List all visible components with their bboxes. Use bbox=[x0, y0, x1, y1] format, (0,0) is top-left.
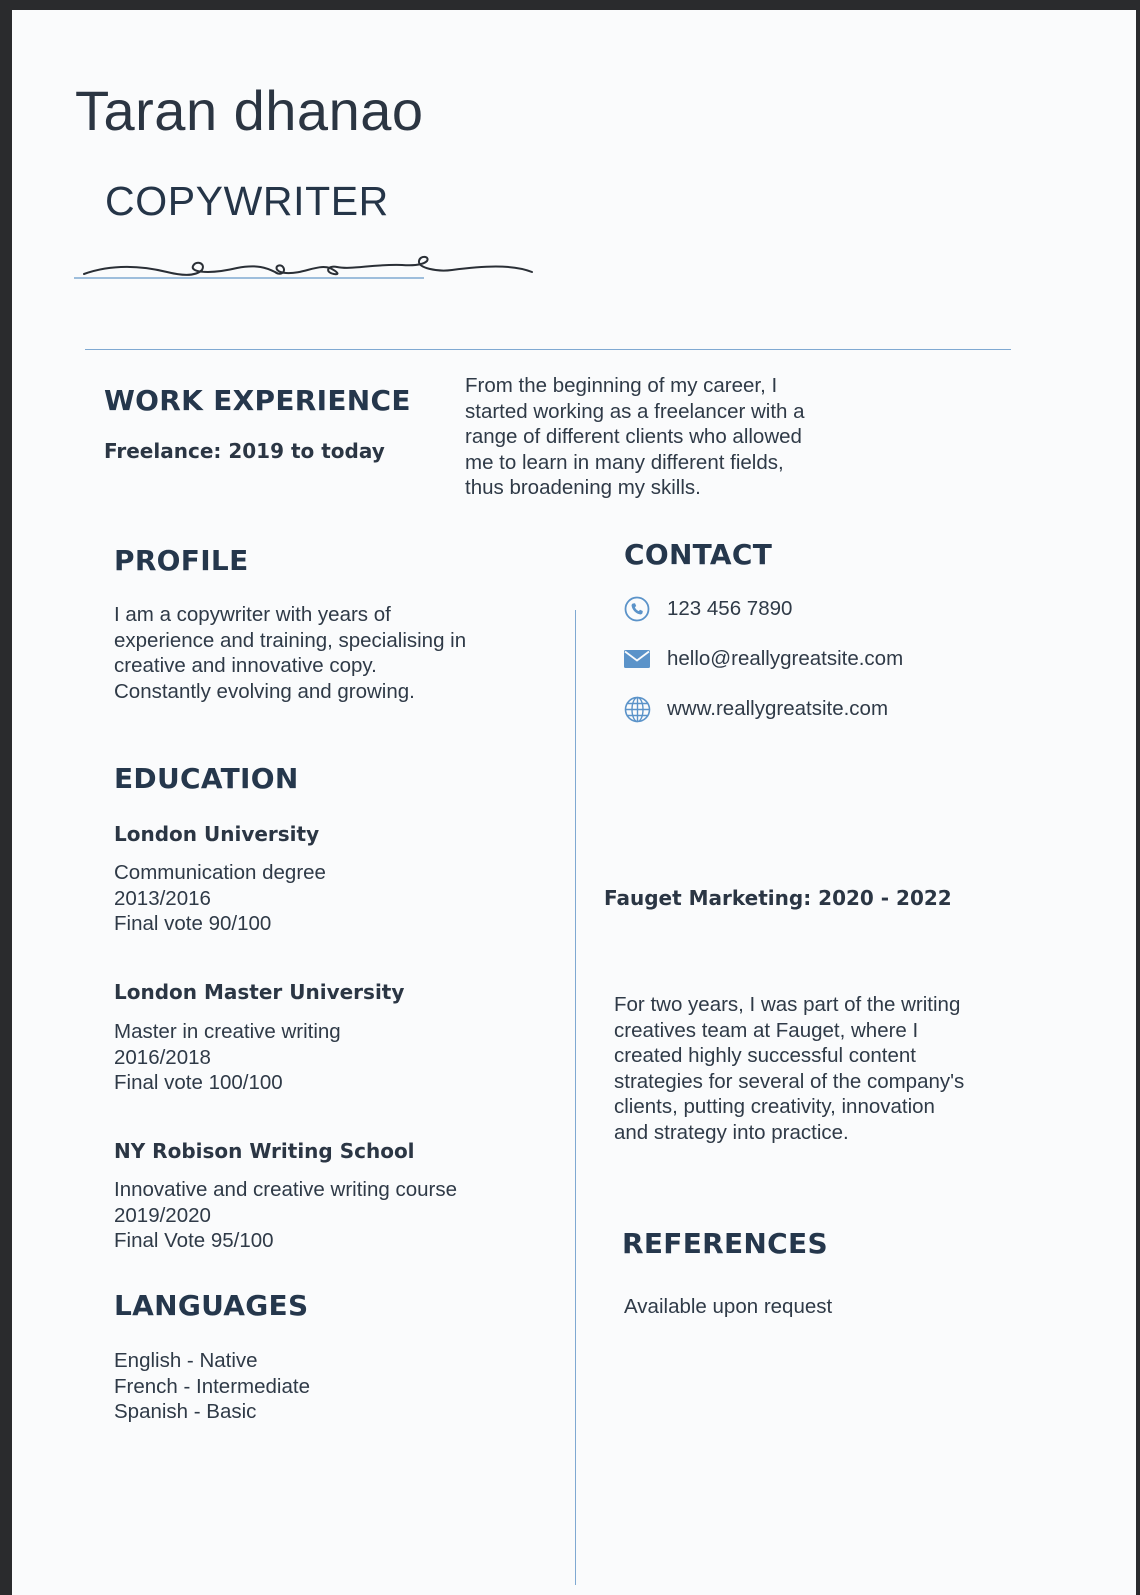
job-title-freelance: Freelance: 2019 to today bbox=[104, 439, 385, 463]
text-line: me to learn in many different fields, bbox=[465, 450, 784, 474]
education-details bbox=[114, 1019, 341, 1096]
text-line: creatives team at Fauget, where I bbox=[614, 1018, 919, 1042]
email-icon bbox=[623, 645, 651, 673]
text-line: Master in creative writing bbox=[114, 1020, 341, 1043]
references-text: Available upon request bbox=[624, 1295, 833, 1318]
resume-page bbox=[12, 10, 1136, 1595]
text-line: and strategy into practice. bbox=[614, 1120, 849, 1144]
text-line: Constantly evolving and growing. bbox=[114, 679, 415, 703]
text-line: English - Native bbox=[114, 1349, 258, 1372]
education-school: NY Robison Writing School bbox=[114, 1139, 415, 1163]
text-line: started working as a freelancer with a bbox=[465, 399, 805, 423]
education-school: London Master University bbox=[114, 980, 405, 1004]
header-divider bbox=[85, 349, 1011, 350]
text-line: From the beginning of my career, I bbox=[465, 374, 778, 397]
profile-text bbox=[114, 602, 466, 704]
text-line: Final vote 100/100 bbox=[114, 1071, 283, 1094]
phone-number[interactable]: 123 456 7890 bbox=[667, 597, 793, 620]
column-divider bbox=[575, 610, 576, 1585]
contact-website bbox=[623, 693, 903, 725]
text-line: Innovative and creative writing course bbox=[114, 1178, 457, 1201]
job-description-fauget bbox=[614, 992, 964, 1145]
text-line: 2019/2020 bbox=[114, 1203, 211, 1227]
text-line: 2013/2016 bbox=[114, 886, 211, 910]
text-line: For two years, I was part of the writing bbox=[614, 993, 961, 1016]
education-heading: EDUCATION bbox=[114, 762, 299, 795]
contact-phone bbox=[623, 593, 903, 625]
profile-heading: PROFILE bbox=[114, 544, 249, 577]
text-line: Communication degree bbox=[114, 861, 326, 884]
email-address[interactable]: hello@reallygreatsite.com bbox=[667, 647, 904, 670]
text-line: I am a copywriter with years of bbox=[114, 603, 391, 626]
decorative-flourish bbox=[72, 250, 542, 290]
text-line: Final vote 90/100 bbox=[114, 912, 272, 935]
contact-heading: CONTACT bbox=[624, 538, 773, 571]
work-experience-heading: WORK EXPERIENCE bbox=[104, 384, 411, 417]
education-details bbox=[114, 1177, 457, 1254]
text-line: thus broadening my skills. bbox=[465, 476, 701, 499]
text-line: strategies for several of the company's bbox=[614, 1069, 965, 1093]
text-line: created highly successful content bbox=[614, 1044, 916, 1067]
text-line: Spanish - Basic bbox=[114, 1400, 257, 1423]
text-line: range of different clients who allowed bbox=[465, 425, 802, 448]
text-line: experience and training, specialising in bbox=[114, 628, 467, 652]
job-title: COPYWRITER bbox=[105, 178, 389, 224]
candidate-name: Taran dhanao bbox=[75, 79, 424, 142]
languages-list bbox=[114, 1348, 310, 1425]
languages-heading: LANGUAGES bbox=[114, 1289, 309, 1322]
references-heading: REFERENCES bbox=[622, 1227, 828, 1260]
job-description-freelance bbox=[465, 373, 805, 501]
globe-icon bbox=[623, 695, 651, 723]
text-line: 2016/2018 bbox=[114, 1045, 211, 1069]
contact-email bbox=[623, 643, 903, 675]
education-details bbox=[114, 860, 326, 937]
website-url[interactable]: www.reallygreatsite.com bbox=[667, 697, 889, 720]
text-line: creative and innovative copy. bbox=[114, 654, 377, 677]
job-title-fauget: Fauget Marketing: 2020 - 2022 bbox=[604, 886, 952, 910]
text-line: French - Intermediate bbox=[114, 1374, 310, 1398]
contact-list bbox=[623, 593, 903, 725]
phone-icon bbox=[623, 595, 651, 623]
text-line: Final Vote 95/100 bbox=[114, 1229, 274, 1252]
text-line: clients, putting creativity, innovation bbox=[614, 1095, 935, 1118]
education-school: London University bbox=[114, 822, 320, 846]
